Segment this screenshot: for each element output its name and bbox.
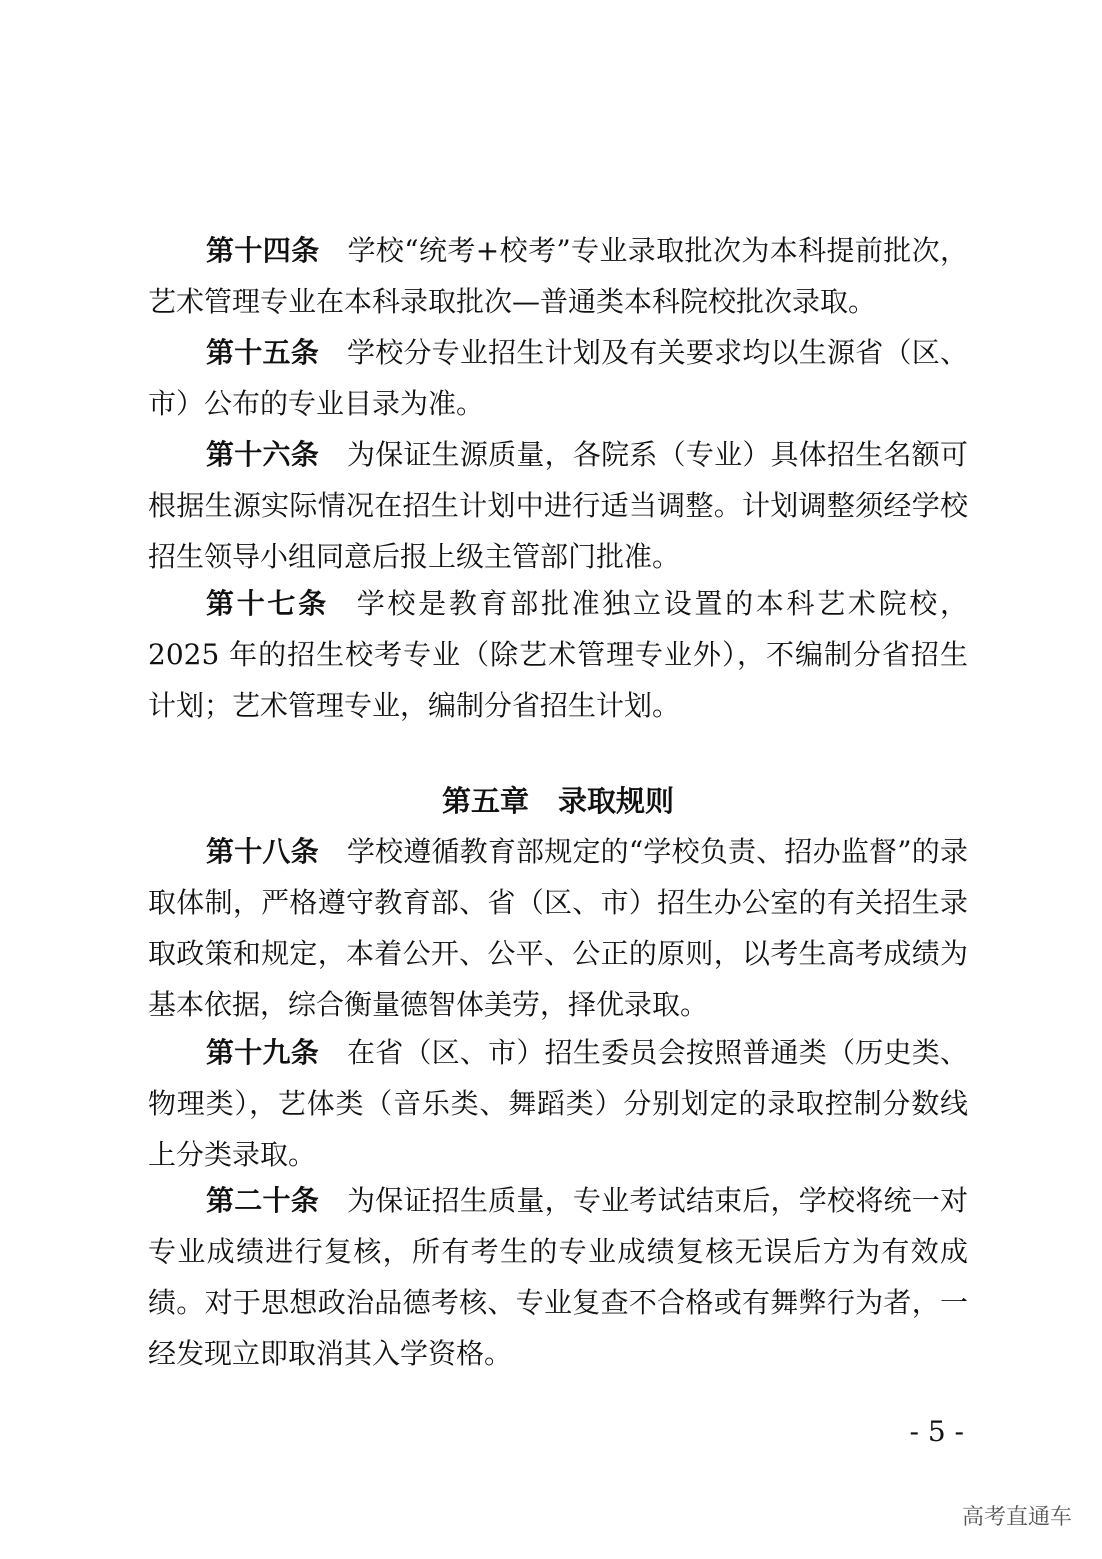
article-16 <box>148 429 968 582</box>
article-18 <box>148 826 968 1030</box>
article-title: 第十七条 <box>206 587 329 620</box>
article-title: 第十四条 <box>206 234 320 267</box>
article-title: 第十九条 <box>206 1036 319 1069</box>
watermark-text: 高考直通车 <box>961 1505 1072 1530</box>
article-body: 学校是教育部批准独立设置的本科艺术院校，2025 年的招生校考专业（除艺术管理专业外），不编制分省招生计划；艺术管理专业，编制分省招生计划。 <box>148 587 968 722</box>
article-body: 为保证生源质量，各院系（专业）具体招生名额可根据生源实际情况在招生计划中进行适当调整。计划调整须经学校招生领导小组同意后报上级主管部门批准。 <box>148 438 968 573</box>
article-body: 学校遵循教育部规定的“学校负责、招办监督”的录取体制，严格遵守教育部、省（区、市）招生办公室的有关招生录取政策和规定，本着公开、公平、公正的原则，以考生高考成绩为基本依据，综合衡量德智体美劳，择优录取。 <box>148 835 968 1021</box>
article-17 <box>148 578 968 731</box>
article-title: 第二十条 <box>206 1184 319 1217</box>
article-body: 为保证招生质量，专业考试结束后，学校将统一对专业成绩进行复核，所有考生的专业成绩复核无误后方为有效成绩。对于思想政治品德考核、专业复查不合格或有舞弊行为者，一经发现立即取消其入学资格。 <box>148 1184 968 1370</box>
article-title: 第十五条 <box>206 336 319 369</box>
article-19 <box>148 1027 968 1180</box>
article-14 <box>148 225 968 327</box>
article-15 <box>148 327 968 429</box>
chapter-heading: 第五章 录取规则 <box>441 784 674 818</box>
article-body: 在省（区、市）招生委员会按照普通类（历史类、物理类），艺体类（音乐类、舞蹈类）分别划定的录取控制分数线上分类录取。 <box>148 1036 968 1171</box>
article-title: 第十八条 <box>206 835 319 868</box>
article-title: 第十六条 <box>206 438 319 471</box>
article-body: 学校分专业招生计划及有关要求均以生源省（区、市）公布的专业目录为准。 <box>148 336 968 420</box>
page-number: - 5 - <box>909 1415 964 1448</box>
article-20 <box>148 1175 968 1379</box>
article-body: 学校“统考+校考”专业录取批次为本科提前批次，艺术管理专业在本科录取批次—普通类本科院校批次录取。 <box>148 234 968 318</box>
